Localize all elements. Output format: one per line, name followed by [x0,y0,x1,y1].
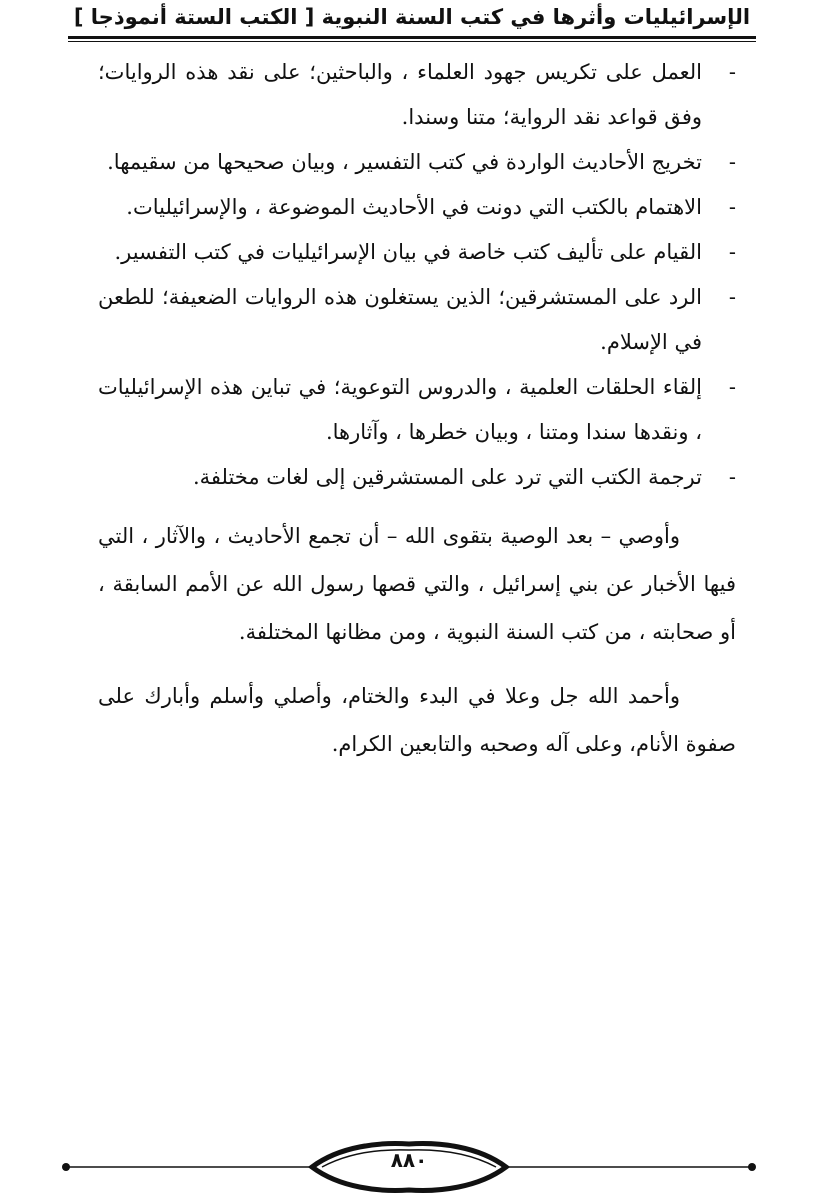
list-item [98,275,736,365]
list-item-text: القيام على تأليف كتب خاصة في بيان الإسرائيليات في كتب التفسير. [114,240,702,264]
bullet-dash: - [728,375,736,399]
bullet-dash: - [728,465,736,489]
paragraph-recommendation: وأوصي – بعد الوصية بتقوى الله – أن تجمع الأحاديث ، والآثار ، التي فيها الأخبار عن بني إسرائيل ، والتي قصها رسول الله عن الأمم السابقة ، أو صحابته ، من كتب السنة النبوية ، ومن مظانها المختلفة. [98,524,736,644]
list-item-text: الاهتمام بالكتب التي دونت في الأحاديث الموضوعة ، والإسرائيليات. [126,195,702,219]
running-header [68,4,756,46]
list-item [98,365,736,455]
recommendation-list [98,50,736,500]
list-item-text: الرد على المستشرقين؛ الذين يستغلون هذه الروايات الضعيفة؛ للطعن في الإسلام. [98,285,702,354]
list-item-text: ترجمة الكتب التي ترد على المستشرقين إلى لغات مختلفة. [192,465,702,489]
header-title: الإسرائيليات وأثرها في كتب السنة النبوية [ الكتب الستة أنموذجا ] [73,5,751,29]
body-text [98,50,736,768]
list-item-text: إلقاء الحلقات العلمية ، والدروس التوعوية؛ في تباين هذه الإسرائيليات ، ونقدها سندا ومتنا ، وبيان خطرها ، وآثارها. [98,375,702,444]
list-item [98,455,736,500]
bullet-dash: - [728,240,736,264]
paragraph-closing: وأحمد الله جل وعلا في البدء والختام، وأصلي وأسلم وأبارك على صفوة الأنام، وعلى آله وصحبه والتابعين الكرام. [98,684,736,756]
header-rule [68,36,756,42]
list-item-text: العمل على تكريس جهود العلماء ، والباحثين؛ على نقد هذه الروايات؛ وفق قواعد نقد الرواية؛ متنا وسندا. [98,60,702,129]
list-item [98,50,736,140]
page-footer [60,1140,758,1200]
bullet-dash: - [728,195,736,219]
list-item [98,140,736,185]
bullet-dash: - [728,150,736,174]
bullet-dash: - [728,285,736,309]
list-item [98,185,736,230]
page-number: ٨٨٠ [390,1148,428,1172]
list-item-text: تخريج الأحاديث الواردة في كتب التفسير ، وبيان صحيحها من سقيمها. [107,150,702,174]
bullet-dash: - [728,60,736,84]
list-item [98,230,736,275]
